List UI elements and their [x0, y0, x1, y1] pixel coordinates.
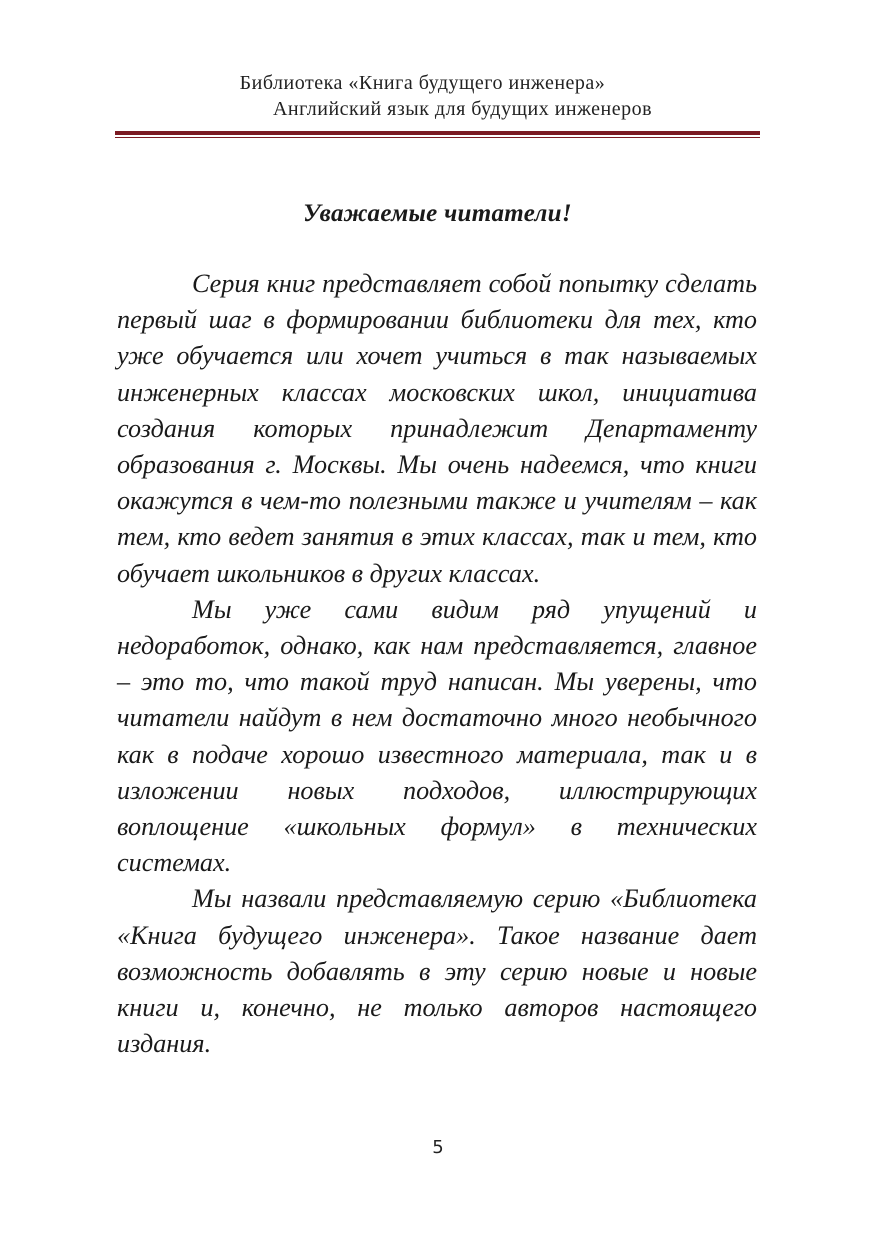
series-title: Библиотека «Книга будущего инженера»	[239, 72, 606, 94]
page-number: 5	[432, 1137, 444, 1158]
book-title: Английский язык для будущих инженеров	[272, 98, 653, 120]
running-header	[115, 70, 760, 122]
header-rule-thick	[115, 131, 760, 135]
header-rule-thin	[115, 137, 760, 138]
paragraph-3: Мы назвали представляемую серию «Библиотека «Книга будущего инженера». Такое название дает возможность добавлять в эту серию новые и новые книги и, конечно, не только авторов настоящего издания.	[117, 884, 757, 1059]
body-text	[117, 266, 757, 1062]
paragraph-1: Серия книг представляет собой попытку сделать первый шаг в формировании библиотеки для тех, кто уже обучается или хочет учиться в так называемых инженерных классах московских школ, инициатива создания которых принадлежит Департаменту образования г. Москвы. Мы очень надеемся, что книги окажутся в чем-то полезными также и учителям – как тем, кто ведет занятия в этих классах, так и тем, кто обучает школьников в других классах.	[117, 269, 757, 588]
paragraph-2: Мы уже сами видим ряд упущений и недоработок, однако, как нам представляется, главное – это то, что такой труд написан. Мы уверены, что читатели найдут в нем достаточно много необычного как в подаче хорошо известного материала, так и в изложении новых подходов, иллюстрирующих воплощение «школьных формул» в технических системах.	[117, 594, 757, 878]
page-title: Уважаемые читатели!	[303, 200, 572, 227]
